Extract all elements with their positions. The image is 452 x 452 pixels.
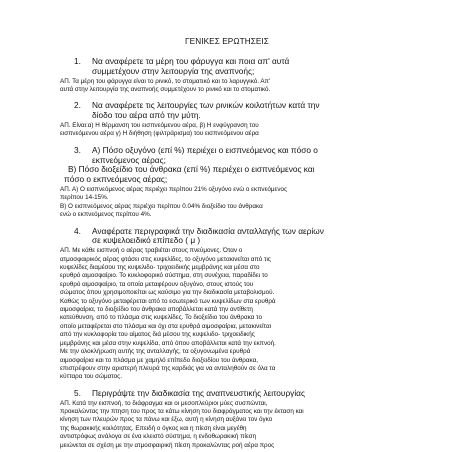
question-text-cont: σε κυψελοειδικό επίπεδο ( μ ) bbox=[92, 235, 201, 246]
answer-line: κυψελίδες διαμέσου της κυψελιδο- τριχοειδικής μεμβράνης και μέσα στο bbox=[60, 264, 260, 272]
answer-4 bbox=[60, 247, 394, 381]
question-3b-cont: πόσο ο εκπνεόμενος αέρας; bbox=[64, 174, 168, 185]
question-text: A) Πόσο οξυγόνο (επί %) περιέχει ο εισπνεόμενος και πόσο ο bbox=[92, 144, 318, 155]
question-3b: B) Πόσο διοξείδιο του άνθρακα (επί %) περιέχει ο εισπνεόμενος και bbox=[68, 164, 315, 175]
answer-line: ΑΠ. Είναι:α) Η θέρμανση του εισπνεόμενου αέρα, β) Η ενφύγρανση του bbox=[60, 122, 259, 129]
document-title: ΓΕΝΙΚΕΣ ΕΡΩΤΗΣΕΙΣ bbox=[185, 37, 269, 46]
question-number: 3. bbox=[74, 144, 81, 155]
question-block-2 bbox=[60, 101, 394, 137]
question-block-5 bbox=[60, 389, 394, 449]
answer-line: προκαλώντας την πτηση του προς τα κάτω κίνηση του διαφράγματος και την έκταση και bbox=[60, 407, 304, 415]
answer-line: ΑΠ. Α) Ο εισπνεόμενος αέρας περιέχει περίπου 21% οξυγόνο ενώ ο εκπνεόμενος bbox=[60, 186, 288, 193]
answer-line: αντιστρόφως ανάλογα σε ένα κλειστό σύστημα, η ενδοθωρακική πίεση bbox=[60, 433, 257, 441]
answer-line: από την κυκλοφορία του αίματος διά μέσου της κυψελιδο- τριχοειδικής bbox=[60, 331, 255, 339]
answer-line: Β) Ο εισπνεόμενος αέρας περιέχει περίπου 0.04% διοξείδιο του άνθρακα bbox=[60, 202, 263, 210]
question-block-1 bbox=[60, 57, 394, 93]
answer-line: Με την ολοκλήρωση αυτής της ανταλλαγής, τα οξυγονωμένα ερυθρά bbox=[60, 348, 251, 356]
answer-line: κύτταρα του σώματος. bbox=[60, 373, 122, 381]
question-number: 2. bbox=[74, 100, 81, 111]
question-text: Περιγράψτε την διαδικασία της αναπνευστικής λειτουργίας bbox=[92, 387, 305, 398]
answer-line: αιμοσφαίρια και το πλάσμα με χαμηλό επίπεδο διοξειδίου του άνθρακα, bbox=[60, 356, 258, 364]
answer-line: ΑΠ. Τα μέρη του φάρυγγα είναι το ρινικό, το στοματικό και το λαρυγγικό. Απ' bbox=[60, 77, 271, 85]
question-number: 4. bbox=[74, 225, 81, 236]
answer-line: κίνηση των πλευρών προς τα πάνω και έξω, αυτή η κίνηση αυξάνει τον όγκο bbox=[60, 416, 273, 424]
question-text: Να αναφέρετε τις λειτουργίες των ρινικών κοιλοτήτων κατά την bbox=[92, 100, 320, 111]
answer-line: περίπου 14-15%. bbox=[60, 194, 109, 202]
question-text: Να αναφέρετε τα μέρη του φάρυγγα και ποια απ' αυτά bbox=[92, 56, 290, 66]
question-text-cont: δίοδο του αέρα από την μύτη. bbox=[92, 110, 201, 121]
answer-line: επιστρέφουν στην αριστερή πλευρά της καρδιάς για να ανταληθούν σε όλα τα bbox=[60, 364, 276, 372]
answer-line: κατεύθυνση, από το πλάσμα στις κυψελίδες. Το διοξείδιο του άνθρακα το bbox=[60, 314, 262, 322]
answer-line: οποίο μεταφέρεται στο πλάσμα και όχι στα ερυθρά αιμοσφαίρια, μετακινείται bbox=[60, 322, 271, 330]
answer-line: ερυθρό αιμοσφαίριο. Το κυκλοφορικό σύστημα, στη συνέχεια, παραδίδει το bbox=[60, 272, 268, 280]
answer-line: μειώνεται σε σχέση με την ατμοσφαιρική πίεση προκαλώντας ροή αέρα προς bbox=[60, 441, 275, 449]
answer-line: μεμβράνης και μέσα στην κυψελίδα, από όπου αποβάλλεται κατά την εκπνοή. bbox=[60, 339, 276, 347]
answer-line: ΑΠ. Κατά την εισπνοή, το διάφραγμα και οι μεσοπλεύριοι μύες συσπώνται, bbox=[60, 399, 268, 407]
answer-line: ΑΠ. Με κάθε εισπνοή ο αέρας τραβιέται στους πνεύμονες. Όταν ο bbox=[60, 247, 243, 255]
question-text-cont: εκπνεόμενος αέρας; bbox=[92, 154, 166, 165]
question-5 bbox=[60, 389, 394, 399]
question-block-3 bbox=[60, 146, 394, 219]
question-text-cont: συμμετέχουν στην λειτουργία της αναπνοής; bbox=[92, 65, 255, 76]
question-number: 5. bbox=[74, 387, 81, 398]
answer-line: αιμοσφαίρια, το διοξείδιο του άνθρακα αποβάλλεται κατά την αντίθετη bbox=[60, 306, 253, 314]
answer-line: εισπνεόμενου αέρα γ) Η διήθηση (φιλτράρισμα) του εισπνεόμενου αέρα bbox=[60, 130, 259, 138]
answer-line: ερυθρό αιμοσφαίριο, τα οποία μεταφέρουν οξυγόνο, στους ιστούς του bbox=[60, 280, 254, 288]
answer-line: ατμοσφαιρικός αέρας φτάσει στις κυψελίδες, το οξυγόνο μετακινείται από τις bbox=[60, 255, 271, 263]
answer-line: ενώ ο εκπνεόμενος περίπου 4%. bbox=[60, 211, 152, 219]
question-text: Αναφέρατε περιγραφικά την διαδικασία ανταλλαγής των αερίων bbox=[92, 225, 324, 236]
answer-line: αυτά στην λειτουργία της αναπνοής συμμετέχουν το ρινικό και το στοματικό. bbox=[60, 86, 271, 93]
question-number: 1. bbox=[74, 56, 81, 66]
answer-line: σώματος όπου χρησιμοποιείται ως καύσιμο για την διαδικασία μεταβολισμού. bbox=[60, 289, 275, 297]
answer-line: της θωρακικής κοιλότητας. Επειδή ο όγκος και η πίεση είναι μεγέθη bbox=[60, 424, 247, 432]
answer-line: Καθώς το οξυγόνο μεταφέρεται από το εσωτερικό των κυψελίδων στα ερυθρά bbox=[60, 297, 276, 305]
question-block-4 bbox=[60, 227, 394, 381]
answer-5 bbox=[60, 400, 394, 449]
